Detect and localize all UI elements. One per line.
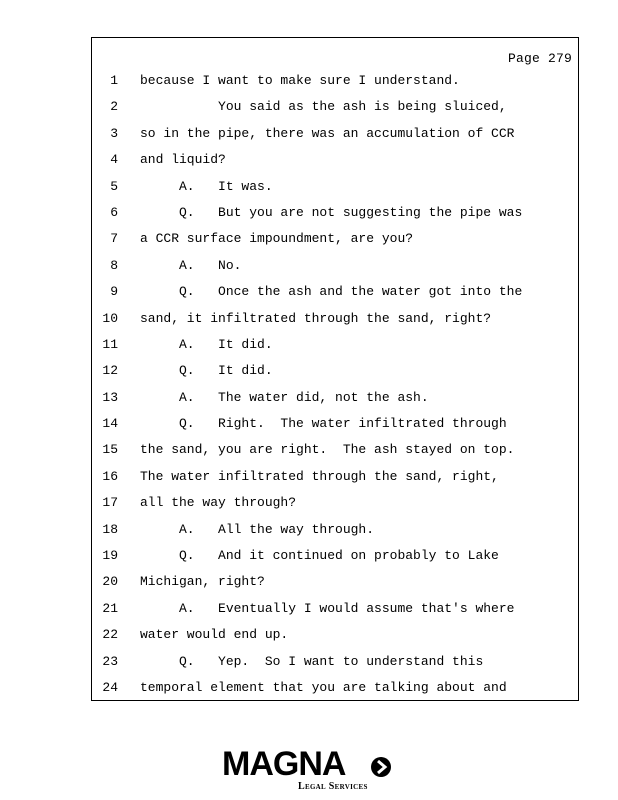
- transcript-line: [92, 467, 578, 493]
- transcript-line: [92, 678, 578, 704]
- line-number: 7: [110, 231, 118, 247]
- line-text: water would end up.: [140, 627, 289, 643]
- line-number: 14: [102, 416, 118, 432]
- transcript-line: [92, 203, 578, 229]
- transcript-line: [92, 361, 578, 387]
- line-text: Q. It did.: [140, 363, 273, 379]
- line-text: The water infiltrated through the sand, right,: [140, 468, 499, 484]
- line-number: 5: [110, 178, 118, 194]
- line-number: 11: [102, 336, 118, 352]
- line-number: 15: [102, 442, 118, 458]
- line-text: A. It was.: [140, 178, 273, 194]
- transcript-line: [92, 652, 578, 678]
- line-number: 23: [102, 653, 118, 669]
- page-number: Page 279: [507, 51, 572, 66]
- transcript-line: [92, 256, 578, 282]
- transcript-line: [92, 335, 578, 361]
- transcript-line: [92, 124, 578, 150]
- line-number: 12: [102, 363, 118, 379]
- line-text: Q. Once the ash and the water got into the: [140, 284, 523, 300]
- transcript-line: [92, 388, 578, 414]
- chevron-right-circle-icon: [370, 756, 392, 778]
- transcript-line: [92, 414, 578, 440]
- logo-wordmark: MAGNA: [222, 745, 346, 783]
- line-text: so in the pipe, there was an accumulation of CCR: [140, 125, 515, 141]
- line-number: 21: [102, 600, 118, 616]
- transcript-line: [92, 150, 578, 176]
- transcript-line: [92, 625, 578, 651]
- transcript-line: [92, 71, 578, 97]
- line-number: 20: [102, 574, 118, 590]
- line-number: 3: [110, 125, 118, 141]
- line-number: 10: [102, 310, 118, 326]
- line-number: 18: [102, 521, 118, 537]
- transcript-line: [92, 440, 578, 466]
- line-text: all the way through?: [140, 495, 297, 511]
- line-number: 2: [110, 99, 118, 115]
- transcript-line: [92, 546, 578, 572]
- line-number: 13: [102, 389, 118, 405]
- transcript-line: [92, 599, 578, 625]
- line-number: 6: [110, 204, 118, 220]
- line-text: a CCR surface impoundment, are you?: [140, 231, 414, 247]
- transcript-line: [92, 520, 578, 546]
- line-text: You said as the ash is being sluiced,: [140, 99, 507, 115]
- line-text: A. All the way through.: [140, 521, 375, 537]
- transcript-line: [92, 493, 578, 519]
- line-text: and liquid?: [140, 152, 226, 168]
- line-text: A. It did.: [140, 336, 273, 352]
- line-text: Q. Yep. So I want to understand this: [140, 653, 484, 669]
- line-number: 4: [110, 152, 118, 168]
- line-text: temporal element that you are talking about and: [140, 679, 507, 695]
- line-text: Q. Right. The water infiltrated through: [140, 416, 507, 432]
- transcript-line: [92, 309, 578, 335]
- line-text: because I want to make sure I understand.: [140, 73, 460, 88]
- line-number: 17: [102, 495, 118, 511]
- line-number: 9: [110, 284, 118, 300]
- logo-subtitle: Legal Services: [298, 781, 368, 792]
- line-number: 22: [102, 627, 118, 643]
- transcript-line: [92, 177, 578, 203]
- line-number: 19: [102, 548, 118, 564]
- line-number: 24: [102, 679, 118, 695]
- line-text: Q. But you are not suggesting the pipe was: [140, 204, 523, 220]
- line-text: Q. And it continued on probably to Lake: [140, 548, 499, 564]
- line-number: 8: [110, 257, 118, 273]
- line-number: 1: [110, 73, 118, 88]
- transcript-line: [92, 97, 578, 123]
- transcript-line: [92, 229, 578, 255]
- line-text: the sand, you are right. The ash stayed on top.: [140, 442, 515, 458]
- transcript-lines: [92, 71, 578, 704]
- magna-logo: [222, 747, 402, 795]
- transcript-line: [92, 282, 578, 308]
- transcript-page: [91, 37, 579, 701]
- line-text: Michigan, right?: [140, 574, 265, 590]
- line-text: A. The water did, not the ash.: [140, 389, 429, 405]
- line-number: 16: [102, 468, 118, 484]
- line-text: A. Eventually I would assume that's where: [140, 600, 515, 616]
- line-text: sand, it infiltrated through the sand, right?: [140, 310, 492, 326]
- transcript-line: [92, 572, 578, 598]
- line-text: A. No.: [140, 257, 242, 273]
